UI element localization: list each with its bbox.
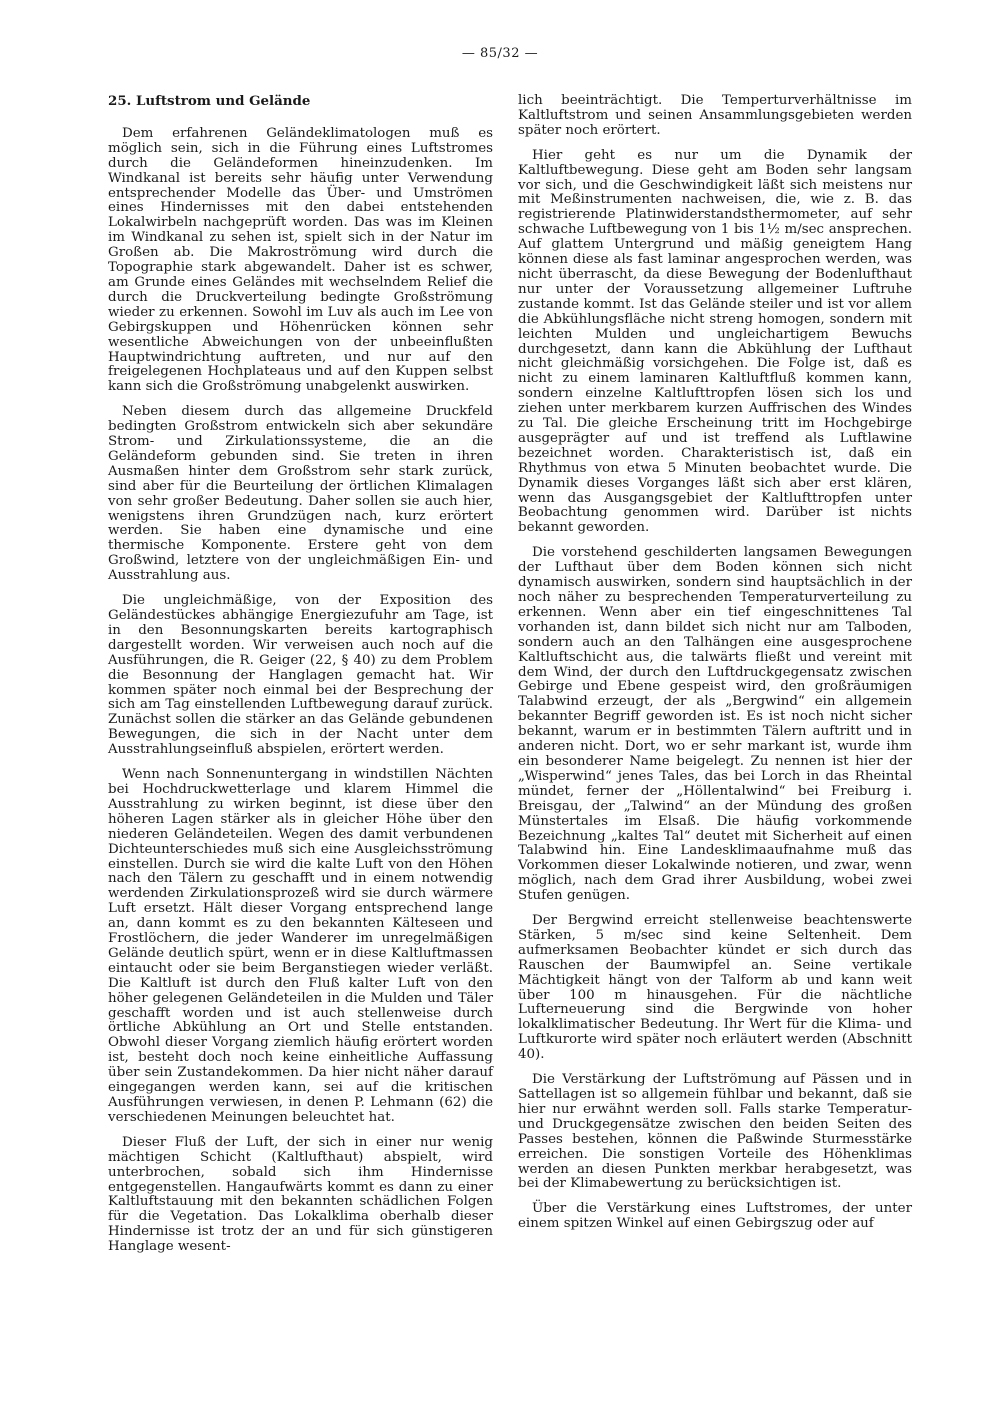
paragraph: Der Bergwind erreicht stellenweise beachtenswerte Stärken, 5 m/sec sind keine Seltenheit. Dem aufmerksamen Beobachter kündet er sich durch das Rauschen der Baumwipfel an. Seine vertikale Mächtigkeit hängt von der Talform ab und kann weit über 100 m hinausgehen. Für die nächtliche Lufterneuerung sind die Bergwinde von hoher lokalklimatischer Bedeutung. Ihr Wert für die Klima- und Luftkurorte wird später noch erläutert werden (Abschnitt 40).: [518, 913, 912, 1063]
paragraph: lich beeinträchtigt. Die Temperturverhältnisse im Kaltluftstrom und seinen Ansammlungsgebieten werden später noch erörtert.: [518, 93, 912, 138]
paragraph: Dieser Fluß der Luft, der sich in einer nur wenig mächtigen Schicht (Kaltlufthaut) abspielt, wird unterbrochen, sobald sich ihm Hindernisse entgegenstellen. Hangaufwärts kommt es dann zu einer Kaltluftstauung mit den bekannten schädlichen Folgen für die Vegetation. Das Lokalklima oberhalb dieser Hindernisse ist trotz der an und für sich günstigeren Hanglage wesent-: [108, 1134, 493, 1255]
paragraph: Die ungleichmäßige, von der Exposition des Geländestückes abhängige Energiezufuhr am Tage, ist in den Besonnungskarten bereits kartographisch dargestellt worden. Wir verweisen auch noch auf die Ausführungen, die R. Geiger (22, § 40) zu dem Problem die Besonnung der Hanglagen gemacht hat. Wir kommen später noch einmal bei der Besprechung der sich am Tag einstellenden Luftbewegung darauf zurück. Zunächst sollen die stärker an das Gelände gebundenen Bewegungen, die sich in der Nacht unter dem Ausstrahlungseinfluß abspielen, erörtert werden.: [108, 593, 493, 758]
paragraph: Neben diesem durch das allgemeine Druckfeld bedingten Großstrom entwickeln sich aber sekundäre Strom- und Zirkulationssysteme, die an die Geländeform gebunden sind. Sie treten in ihren Ausmaßen hinter dem Großstrom sehr stark zurück, sind aber für die Beurteilung der örtlichen Klimalagen von sehr großer Bedeutung. Daher sollen sie auch hier, wenigstens ihren Grundzügen nach, kurz erörtert werden. Sie haben eine dynamische und eine thermische Komponente. Erstere geht von dem Großwind, letztere von der ungleichmäßigen Ein- und Ausstrahlung aus.: [108, 404, 493, 584]
paragraph: Über die Verstärkung eines Luftstromes, der unter einem spitzen Winkel auf einen Gebirgszug oder auf: [518, 1201, 912, 1232]
paragraph: Dem erfahrenen Geländeklimatologen muß es möglich sein, sich in die Führung eines Luftstromes durch die Geländeformen hineinzudenken. Im Windkanal ist bereits sehr häufig unter Verwendung entsprechender Modelle das Über- und Umströmen eines Hindernisses mit den dabei entstehenden Lokalwirbeln nachgeprüft worden. Das was im Kleinen im Windkanal zu sehen ist, spielt sich in der Natur im Großen ab. Die Makroströmung wird durch die Topographie stark abgewandelt. Daher ist es schwer, am Grunde eines Geländes mit wechselndem Relief die durch die Druckverteilung bedingte Großströmung wieder zu erkennen. Sowohl im Luv als auch im Lee von Gebirgskuppen und Höhenrücken können sehr wesentliche Abweichungen von der unbeeinflußten Hauptwindrichtung auftreten, und nur auf den freigelegenen Hochplateaus und auf den Kuppen selbst kann sich die Großströmung unabgelenkt auswirken.: [108, 125, 493, 395]
paragraph: Die Verstärkung der Luftströmung auf Pässen und in Sattellagen ist so allgemein fühlbar und bekannt, daß sie hier nur erwähnt werden soll. Falls starke Temperatur- und Druckgegensätze zwischen den beiden Seiten des Passes bestehen, können die Paßwinde Sturmesstärke erreichen. Die sonstigen Vorteile des Höhenklimas werden an diesen Punkten merkbar herabgesetzt, was bei der Klimabewertung zu berücksichtigen ist.: [518, 1072, 912, 1192]
right-column: [518, 94, 912, 1242]
left-column: [108, 94, 493, 1265]
page-number: — 85/32 —: [461, 46, 539, 61]
paragraph: Die vorstehend geschilderten langsamen Bewegungen der Lufthaut über dem Boden können sich nicht dynamisch auswirken, sondern sind hauptsächlich in der noch näher zu besprechenden Temperaturverteilung zu erkennen. Wenn aber ein tief eingeschnittenes Tal vorhanden ist, dann bildet sich nicht nur am Talboden, sondern auch an den Talhängen eine ausgesprochene Kaltluftschicht aus, die talwärts fließt und vereint mit dem Wind, der durch den Luftdruckgegensatz zwischen Gebirge und Ebene gespeist wird, den großräumigen Talabwind erzeugt, der als „Bergwind“ ein allgemein bekannter Begriff geworden ist. Es ist noch nicht sicher bekannt, warum er in bestimmten Tälern auftritt und in anderen nicht. Dort, wo er sehr markant ist, wurde ihm ein besonderer Name beigelegt. Zu nennen ist hier der „Wisperwind“ jenes Tales, das bei Lorch in das Rheintal mündet, ferner der „Höllentalwind“ bei Freiburg i. Breisgau, der „Talwind“ an der Mündung des großen Münstertales im Elsaß. Die häufig vorkommende Bezeichnung „kaltes Tal“ deutet mit Sicherheit auf einen Talabwind hin. Eine Landesklimaaufnahme muß das Vorkommen dieser Lokalwinde notieren, und zwar, wenn möglich, nach dem Grad ihrer Ausbildung, wobei zwei Stufen genügen.: [518, 545, 912, 904]
paragraph: Hier geht es nur um die Dynamik der Kaltluftbewegung. Diese geht am Boden sehr langsam vor sich, und die Geschwindigkeit läßt sich meistens nur mit Meßinstrumenten nachweisen, die, wie z. B. das registrierende Platinwiderstandsthermometer, auf sehr schwache Luftbewegung von 1 bis 1½ m/sec ansprechen. Auf glattem Untergrund und mäßig geneigtem Hang können diese als fast laminar angesprochen werden, was nicht überrascht, da diese Bewegung der Bodenlufthaut nur unter der Voraussetzung allgemeiner Luftruhe zustande kommt. Ist das Gelände steiler und ist vor allem die Abkühlungsfläche nicht streng homogen, sondern mit leichten Mulden und ungleichartigem Bewuchs durchgesetzt, dann kann die Abkühlung der Lufthaut nicht gleichmäßig vorsichgehen. Die Folge ist, daß es nicht zu einem laminaren Kaltluftfluß kommen kann, sondern einzelne Kaltlufttropfen lösen sich los und ziehen unter merkbarem kurzen Auffrischen des Windes zu Tal. Die gleiche Erscheinung tritt im Hochgebirge ausgeprägter auf und ist treffend als Luftlawine bezeichnet worden. Charakteristisch ist, daß ein Rhythmus von etwa 5 Minuten beobachtet wurde. Die Dynamik dieses Vorganges läßt sich aber erst klären, wenn das Ausgangsgebiet der Kaltlufttropfen unter Beobachtung genommen wird. Darüber ist nichts bekannt geworden.: [518, 147, 912, 536]
section-heading: 25. Luftstrom und Gelände: [108, 93, 311, 109]
paragraph: Wenn nach Sonnenuntergang in windstillen Nächten bei Hochdruckwetterlage und klarem Himmel die Ausstrahlung zu wirken beginnt, ist diese über den höheren Lagen stärker als in gleicher Höhe über den niederen Geländeteilen. Wegen des damit verbundenen Dichteunterschiedes muß sich eine Ausgleichsströmung einstellen. Durch sie wird die kalte Luft von den Höhen nach den Tälern zu geschafft und in einem notwendig werdenden Zirkulationsprozeß wird sie durch wärmere Luft ersetzt. Hält dieser Vorgang entsprechend lange an, dann kommt es zu den bekannten Kälteseen und Frostlöchern, die jeder Wanderer im unregelmäßigen Gelände deutlich spürt, wenn er in diese Kaltluftmassen eintaucht oder sie beim Berganstiegen wieder verläßt. Die Kaltluft ist durch den Fluß kalter Luft von den höher gelegenen Geländeteilen in die Mulden und Täler geschafft worden und ist auch stellenweise durch örtliche Abkühlung an Ort und Stelle entstanden. Obwohl dieser Vorgang ziemlich häufig erörtert worden ist, besteht doch noch keine einheitliche Auffassung über sein Zustandekommen. Da hier nicht näher darauf eingegangen werden kann, sei auf die kritischen Ausführungen verwiesen, in denen P. Lehmann (62) die verschiedenen Meinungen beleuchtet hat.: [108, 767, 493, 1125]
